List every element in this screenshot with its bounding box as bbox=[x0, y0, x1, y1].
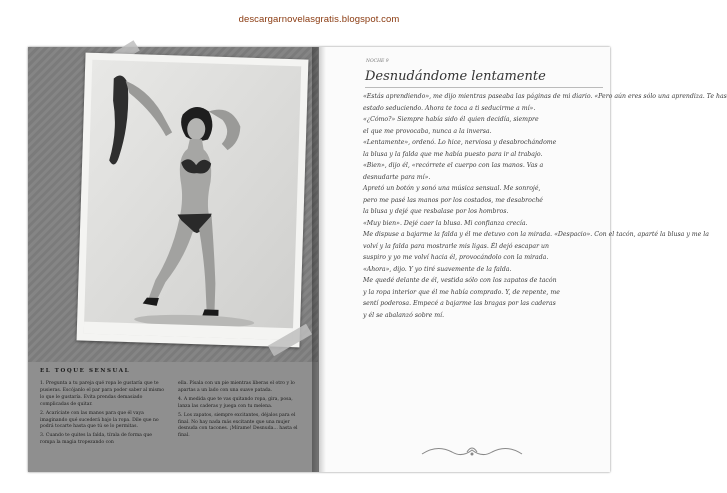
handwritten-body bbox=[363, 91, 727, 321]
photo-print bbox=[77, 53, 309, 348]
left-page bbox=[28, 47, 318, 472]
text-line: la blusa y la falda que me había puesto para ir al trabajo. bbox=[363, 150, 543, 158]
text-line: Me quedé delante de él, vestida sólo con los zapatos de tacón bbox=[363, 277, 557, 284]
text-line: y la ropa interior que él me había comprado. Y, de repente, me bbox=[363, 288, 560, 296]
text-line: «Estás aprendiendo», me dijo mientras paseaba las páginas de mi diario. «Pero aún eres sólo una aprendiza. Te has bbox=[363, 93, 727, 100]
text-line: «Lentamente», ordenó. Lo hice, nerviosa y desabrochándome bbox=[363, 139, 557, 146]
tips-column-2 bbox=[178, 381, 306, 442]
tip-paragraph: 1. Pregunta a tu pareja qué ropa le gustaría que te pusieras. Escójanlo el par para poder saber al mismo lo que le gustaría. Evita prendas demasiado complicadas de quitar. bbox=[40, 381, 164, 407]
text-line: y él se abalanzó sobre mí. bbox=[363, 311, 445, 319]
chapter-label: NOCHE 9 bbox=[366, 59, 389, 64]
tip-paragraph: 2. Acaríciate con las manos para que él vaya imaginando qué sucederá bajo la ropa. Dile que no podrá tocarte hasta que tú se lo permitas. bbox=[40, 410, 159, 430]
text-line: Apretó un botón y sonó una música sensual. Me sonrojé, bbox=[363, 185, 541, 192]
text-line: suspiro y yo me volví hacia él, provocándolo con la mirada. bbox=[363, 254, 549, 261]
chapter-heading: Desnudándome lentamente bbox=[365, 69, 546, 84]
heading-divider bbox=[365, 87, 603, 88]
woman-posing-illustration bbox=[84, 60, 302, 340]
book-gutter bbox=[312, 47, 326, 472]
text-line: desnudarte para mí». bbox=[363, 173, 431, 181]
text-line: Me dispuse a bajarme la falda y él me detuvo con la mirada. «Despacio». Con el tacón, aparté la blusa y me la bbox=[363, 231, 709, 238]
tip-paragraph: 3. Cuando te quites la falda, tírala de forma que rompa la magia tropezando con bbox=[40, 433, 153, 446]
text-line: sentí poderosa. Empecé a bajarme las bragas por las caderas bbox=[363, 300, 556, 307]
tip-paragraph: 4. A medida que te vas quitando ropa, gira, posa, lanza las caderas y juega con tu melena. bbox=[178, 396, 293, 409]
flourish-ornament bbox=[417, 442, 527, 462]
right-page bbox=[319, 47, 727, 472]
text-line: «Ahora», dijo. Y yo tiré suavemente de la falda. bbox=[363, 265, 512, 273]
text-line: «Muy bien». Dejé caer la blusa. Mi confianza crecía. bbox=[363, 219, 528, 227]
text-line: volví y la falda para mostrarle mis ligas. Él dejó escapar un bbox=[363, 242, 549, 250]
watermark: descargarnovelasgratis.blogspot.com bbox=[238, 14, 400, 25]
text-line: estado seduciendo. Ahora te toca a ti seducirme a mí». bbox=[363, 104, 536, 112]
text-line: el que me provocaba, nunca a la inversa. bbox=[363, 127, 492, 135]
tips-column-1 bbox=[40, 381, 168, 449]
book-spread bbox=[28, 47, 727, 472]
sidebar-tips bbox=[28, 362, 318, 472]
text-line: la blusa y dejé que resbalase por los hombros. bbox=[363, 208, 509, 215]
text-line: «¿Cómo?» Siempre había sido él quien decidía, siempre bbox=[363, 116, 539, 123]
text-line: pero me pasé las manos por los costados, me desabroché bbox=[363, 196, 543, 204]
tip-paragraph: ella. Písala con un pie mientras liberas el otro y lo apartas a un lado con una suave patada. bbox=[178, 381, 295, 393]
text-line: «Bien», dijo él, «recórrete el cuerpo con las manos. Vas a bbox=[363, 162, 544, 169]
tips-title: EL TOQUE SENSUAL bbox=[40, 368, 131, 374]
tip-paragraph: 5. Los zapatos, siempre excitantes, déjalos para el final. No hay nada más excitante que una mujer desnuda con tacones. ¡Mírame! Desnuda... hasta el final. bbox=[178, 412, 298, 439]
